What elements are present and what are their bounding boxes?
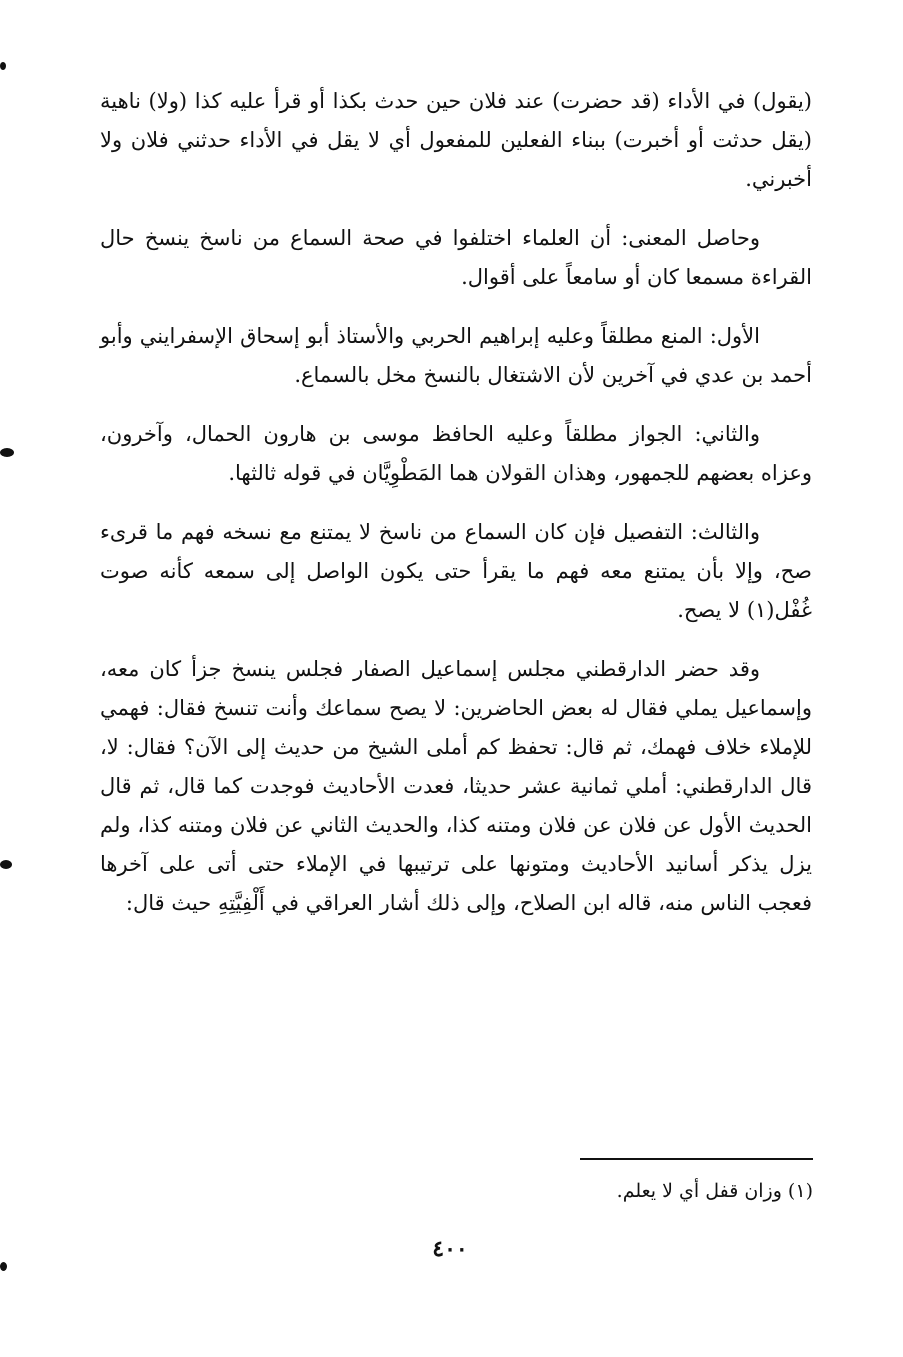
scan-edge-mark xyxy=(0,1262,7,1271)
scan-edge-mark xyxy=(0,62,6,70)
paragraph: الأول: المنع مطلقاً وعليه إبراهيم الحربي والأستاذ أبو إسحاق الإسفرايني وأبو أحمد بن عدي في آخرين لأن الاشتغال بالنسخ مخل بالسماع. xyxy=(100,324,812,387)
main-text xyxy=(100,82,812,943)
paragraph: وحاصل المعنى: أن العلماء اختلفوا في صحة السماع من ناسخ ينسخ حال القراءة مسمعا كان أو سامعاً على أقوال. xyxy=(100,226,812,289)
paragraph: (يقول) في الأداء (قد حضرت) عند فلان حين حدث بكذا أو قرأ عليه كذا (ولا) ناهية (يقل حدثت أو أخبرت) ببناء الفعلين للمفعول أي لا يقل في الأداء حدثني فلان ولا أخبرني. xyxy=(100,89,812,191)
footnote: (١) وزان قفل أي لا يعلم. xyxy=(616,1180,813,1202)
paragraph: والثالث: التفصيل فإن كان السماع من ناسخ لا يمتنع مع نسخه فهم ما قرىء صح، وإلا بأن يمتنع معه فهم ما يقرأ حتى يكون الواصل إلى سمعه كأنه صوت غُفْل(١) لا يصح. xyxy=(100,520,812,622)
scan-edge-mark xyxy=(0,448,14,457)
scan-edge-mark xyxy=(0,860,12,869)
page-number: ٤٠٠ xyxy=(432,1236,468,1262)
footnote-separator xyxy=(580,1158,813,1160)
paragraph: وقد حضر الدارقطني مجلس إسماعيل الصفار فجلس ينسخ جزأ كان معه، وإسماعيل يملي فقال له بعض الحاضرين: لا يصح سماعك وأنت تنسخ فقال: فهمي للإملاء خلاف فهمك، ثم قال: تحفظ كم أملى الشيخ من حديث إلى الآن؟ فقال: لا، قال الدارقطني: أملي ثمانية عشر حديثا، فعدت الأحاديث فوجدت كما قال، ثم قال الحديث الأول عن فلان عن فلان ومتنه كذا، والحديث الثاني عن فلان ومتنه كذا، ولم يزل يذكر أسانيد الأحاديث ومتونها على ترتيبها في الإملاء حتى أتى على آخرها فعجب الناس منه، قاله ابن الصلاح، وإلى ذلك أشار العراقي في أَلْفِيَّتِهِ حيث قال: xyxy=(100,657,812,915)
paragraph: والثاني: الجواز مطلقاً وعليه الحافظ موسى بن هارون الحمال، وآخرون، وعزاه بعضهم للجمهور، وهذان القولان هما المَطْوِيَّان في قوله ثالثها. xyxy=(100,422,812,485)
